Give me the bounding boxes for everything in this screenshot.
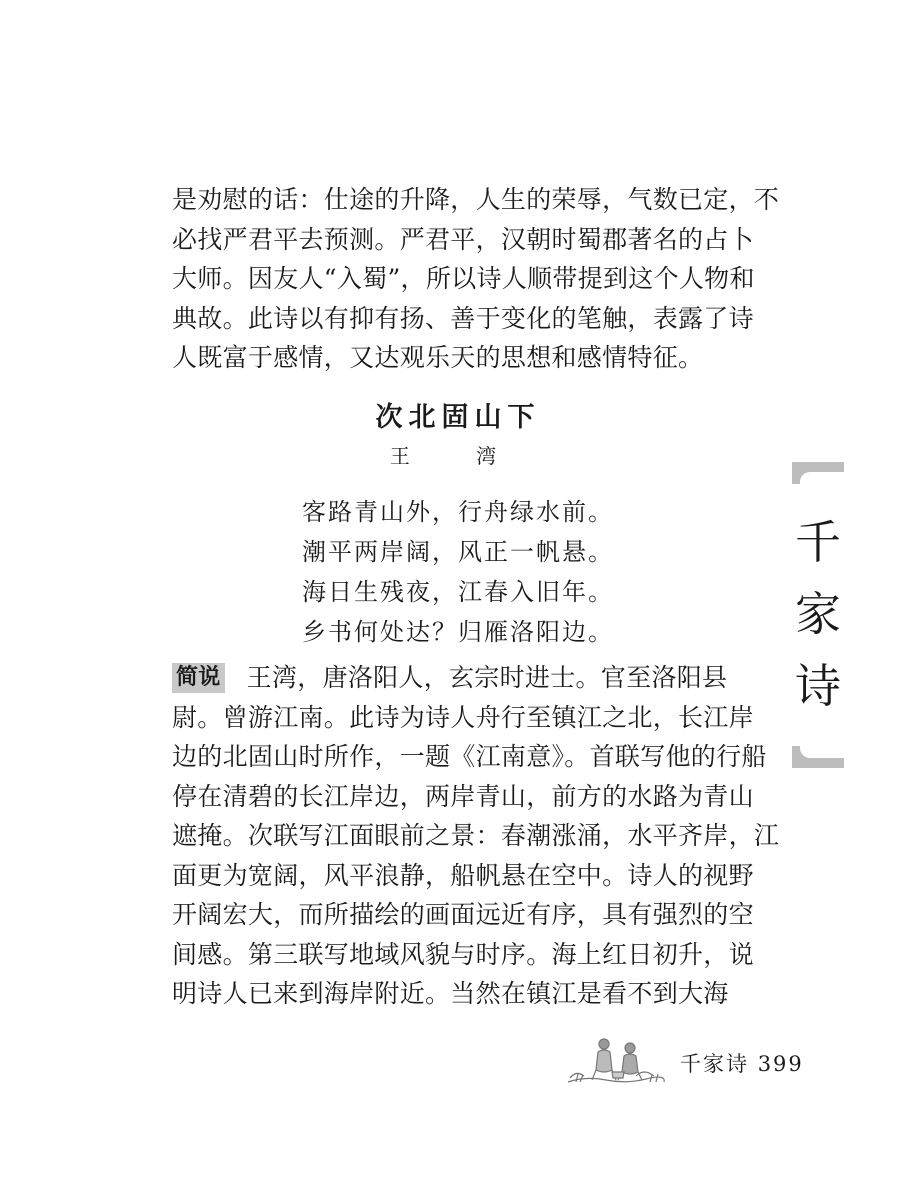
- side-chapter-tab: [792, 462, 844, 768]
- text-line: 明诗人已来到海岸附近。当然在镇江是看不到大海: [172, 979, 729, 1008]
- text-line: 典故。此诗以有抑有扬、善于变化的笔触，表露了诗: [172, 303, 754, 333]
- poem-line: 海日生残夜，江春入旧年。: [302, 578, 614, 606]
- text-line: 王湾，唐洛阳人，玄宗时进士。官至洛阳县: [246, 663, 728, 692]
- tab-bracket-bottom: [792, 746, 844, 768]
- text-line: 大师。因友人“入蜀”，所以诗人顺带提到这个人物和: [172, 264, 755, 293]
- paragraph-top: [172, 180, 780, 378]
- commentary-paragraph: [172, 658, 780, 1014]
- commentary-badge: 简说: [172, 663, 225, 693]
- footer-illustration-icon: [566, 1032, 666, 1086]
- tab-label: [792, 506, 844, 722]
- poem-body: [302, 492, 614, 652]
- poem-title: 次北固山下: [375, 402, 541, 433]
- text-line: 是劝慰的话：仕途的升降，人生的荣辱，气数已定，不: [172, 185, 780, 214]
- page-number: 399: [757, 1052, 804, 1076]
- text-line: 面更为宽阔，风平浪静，船帆悬在空中。诗人的视野: [172, 860, 754, 890]
- poem-line: 乡书何处达？归雁洛阳边。: [302, 618, 614, 646]
- text-line: 遮掩。次联写江面眼前之景：春潮涨涌，水平齐岸，江: [172, 821, 780, 850]
- text-line: 必找严君平去预测。严君平，汉朝时蜀郡著名的占卜: [172, 224, 754, 254]
- poem-line: 客路青山外，行舟绿水前。: [302, 498, 614, 526]
- footer-book-title: 千家诗: [680, 1052, 749, 1076]
- tab-char: 家: [795, 587, 841, 641]
- text-line: 边的北固山时所作，一题《江南意》。首联写他的行船: [172, 742, 767, 771]
- page-footer: [680, 1048, 804, 1078]
- tab-bracket-top: [792, 462, 844, 484]
- text-line: 间感。第三联写地域风貌与时序。海上红日初升，说: [172, 939, 754, 969]
- poem-author: 王 湾: [389, 444, 527, 468]
- text-line: 尉。曾游江南。此诗为诗人舟行至镇江之北，长江岸: [172, 702, 754, 732]
- poem-line: 潮平两岸阔，风正一帆悬。: [302, 538, 614, 566]
- text-line: 停在清碧的长江岸边，两岸青山，前方的水路为青山: [172, 781, 754, 811]
- text-line: 开阔宏大，而所描绘的画面远近有序，具有强烈的空: [172, 900, 754, 929]
- text-line: 人既富于感情，又达观乐天的思想和感情特征。: [172, 343, 704, 372]
- tab-char: 千: [795, 515, 841, 569]
- commentary-first-line: [172, 658, 744, 698]
- tab-char: 诗: [795, 659, 841, 713]
